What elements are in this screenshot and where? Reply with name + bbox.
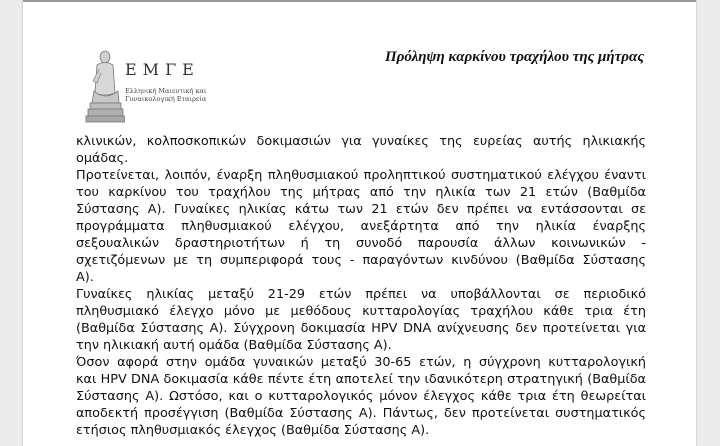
text-line: Όσον αφορά στην ομάδα γυναικών μεταξύ 30-65 ετών, η σύγχρονη κυτταρολογική xyxy=(76,355,646,370)
logo-subtitle-line: Ελληνική Μαιευτική και xyxy=(125,87,207,95)
logo-subtitle xyxy=(125,87,235,103)
text-line: Α). xyxy=(76,270,94,285)
logo-letters: ΕΜΓΕ xyxy=(125,60,200,79)
text-line: αποδεκτή προσέγγιση (Βαθμίδα Σύστασης Α). Πάντως, δεν προτείνεται συστηματικός xyxy=(76,406,646,421)
text-line: προγράμματα πληθυσμιακού ελέγχου, ανεξάρτητα από την ηλικία έναρξης xyxy=(76,219,646,234)
body-text xyxy=(76,133,646,439)
text-line: κλινικών, κολποσκοπικών δοκιμασιών για γυναίκες της ευρείας αυτής ηλικιακής ομάδας. xyxy=(76,134,646,166)
page-title: Πρόληψη καρκίνου τραχήλου της μήτρας xyxy=(385,49,644,65)
text-line: σεξουαλικών δραστηριοτήτων ή τη συνοδό παρουσία άλλων κοινωνικών - xyxy=(76,236,646,251)
page-edge xyxy=(23,0,696,2)
document-page xyxy=(23,0,696,446)
text-line: (Βαθμίδα Σύστασης Α). Σύγχρονη δοκιμασία HPV DNA ανίχνευσης δεν προτείνεται για xyxy=(76,321,646,336)
text-line: του καρκίνου του τραχήλου της μήτρας από την ηλικία των 21 ετών (Βαθμίδα xyxy=(76,185,646,200)
text-line: πληθυσμιακό έλεγχο μόνο με μεθόδους κυτταρολογίας τραχήλου κάθε τρια έτη xyxy=(76,304,646,319)
text-line: την ηλικιακή αυτή ομάδα (Βαθμίδα Σύστασης Α). xyxy=(76,338,392,353)
logo-subtitle-line: Γυναικολογική Εταιρεία xyxy=(125,95,207,103)
emge-logo xyxy=(85,45,235,130)
text-line: και HPV DNA δοκιμασία κάθε πέντε έτη αποτελεί την ιδανικότερη στρατηγική (Βαθμίδα xyxy=(76,372,646,387)
text-line: ετήσιος πληθυσμιακός έλεγχος (Βαθμίδα Σύστασης Α). xyxy=(76,423,430,438)
statue-logo-icon xyxy=(85,45,125,127)
text-line: Σύστασης Α). Γυναίκες ηλικίας κάτω των 21 ετών δεν πρέπει να εντάσσονται σε xyxy=(76,202,646,217)
text-line: Προτείνεται, λοιπόν, έναρξη πληθυσμιακού προληπτικού συστηματικού ελέγχου έναντι xyxy=(76,168,646,183)
text-line: σχετιζόμενων με τη συμπεριφορά τους - παραγόντων κινδύνου (Βαθμίδα Σύστασης xyxy=(76,253,646,268)
text-line: Γυναίκες ηλικίας μεταξύ 21-29 ετών πρέπει να υποβάλλονται σε περιοδικό xyxy=(76,287,646,302)
text-line: Σύστασης Α). Ωστόσο, και ο κυτταρολογικός μόνον έλεγχος κάθε τρια έτη θεωρείται xyxy=(76,389,646,404)
